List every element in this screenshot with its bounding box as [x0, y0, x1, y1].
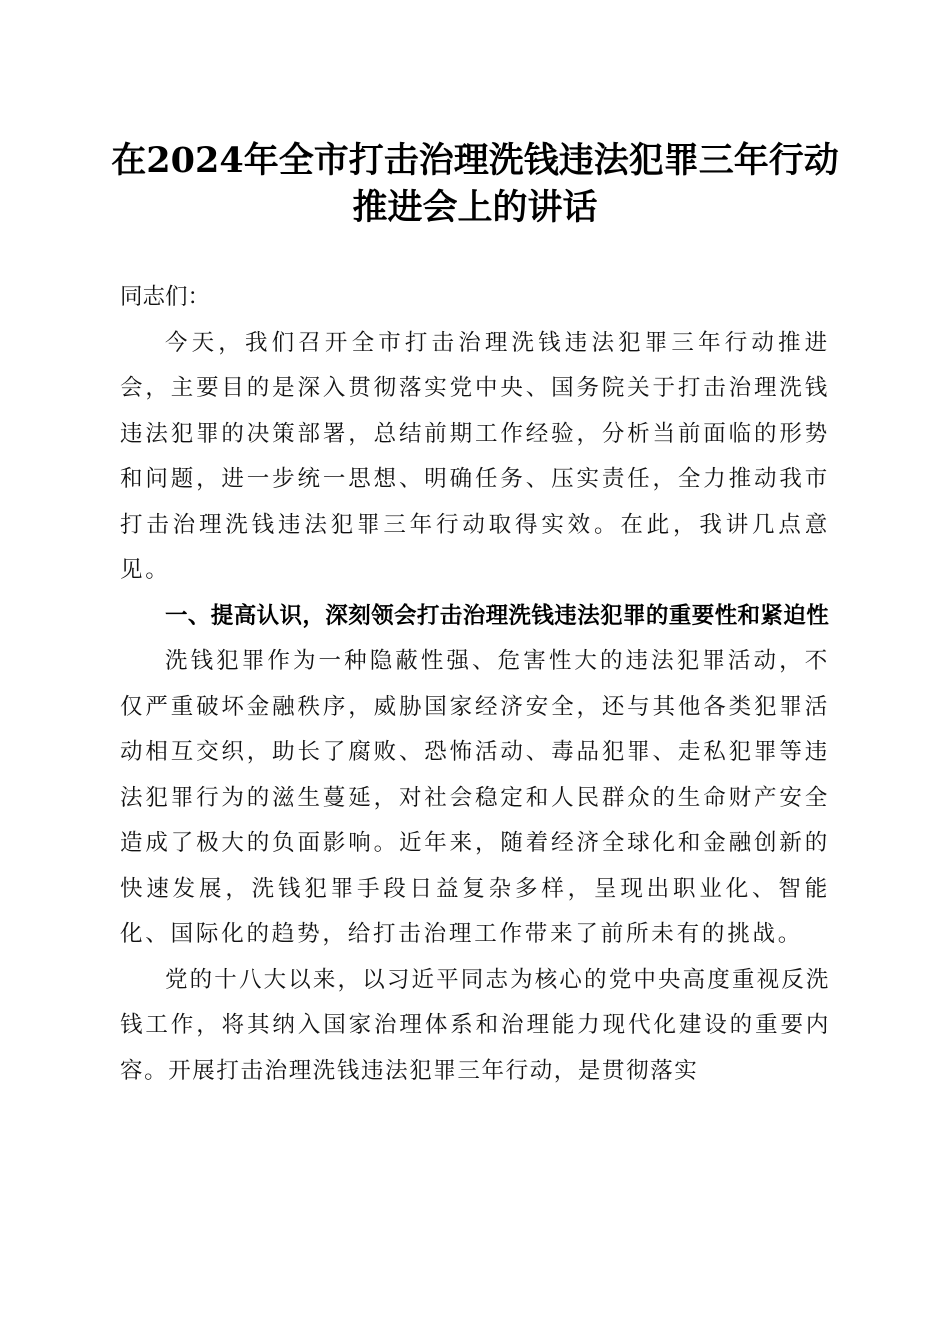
section-heading: 一、提高认识，深刻领会打击治理洗钱违法犯罪的重要性和紧迫性 [165, 602, 830, 629]
section-paragraph-1: 洗钱犯罪作为一种隐蔽性强、危害性大的违法犯罪活动，不仅严重破坏金融秩序，威胁国家经济安全，还与其他各类犯罪活动相互交织，助长了腐败、恐怖活动、毒品犯罪、走私犯罪等违法犯罪行为的滋生蔓延，对社会稳定和人民群众的生命财产安全造成了极大的负面影响。近年来，随着经济全球化和金融创新的快速发展，洗钱犯罪手段日益复杂多样，呈现出职业化、智能化、国际化的趋势，给打击治理工作带来了前所未有的挑战。 [120, 648, 830, 947]
salutation: 同志们： [120, 284, 211, 310]
document-body [120, 275, 830, 1094]
intro-paragraph: 今天，我们召开全市打击治理洗钱违法犯罪三年行动推进会，主要目的是深入贯彻落实党中央、国务院关于打击治理洗钱违法犯罪的决策部署，总结前期工作经验，分析当前面临的形势和问题，进一步统一思想、明确任务、压实责任，全力推动我市打击治理洗钱违法犯罪三年行动取得实效。在此，我讲几点意见。 [120, 329, 830, 583]
section-paragraph-2: 党的十八大以来，以习近平同志为核心的党中央高度重视反洗钱工作，将其纳入国家治理体系和治理能力现代化建设的重要内容。开展打击治理洗钱违法犯罪三年行动，是贯彻落实 [120, 966, 830, 1084]
document-title: 在2024年全市打击治理洗钱违法犯罪三年行动推进会上的讲话 [111, 140, 839, 228]
